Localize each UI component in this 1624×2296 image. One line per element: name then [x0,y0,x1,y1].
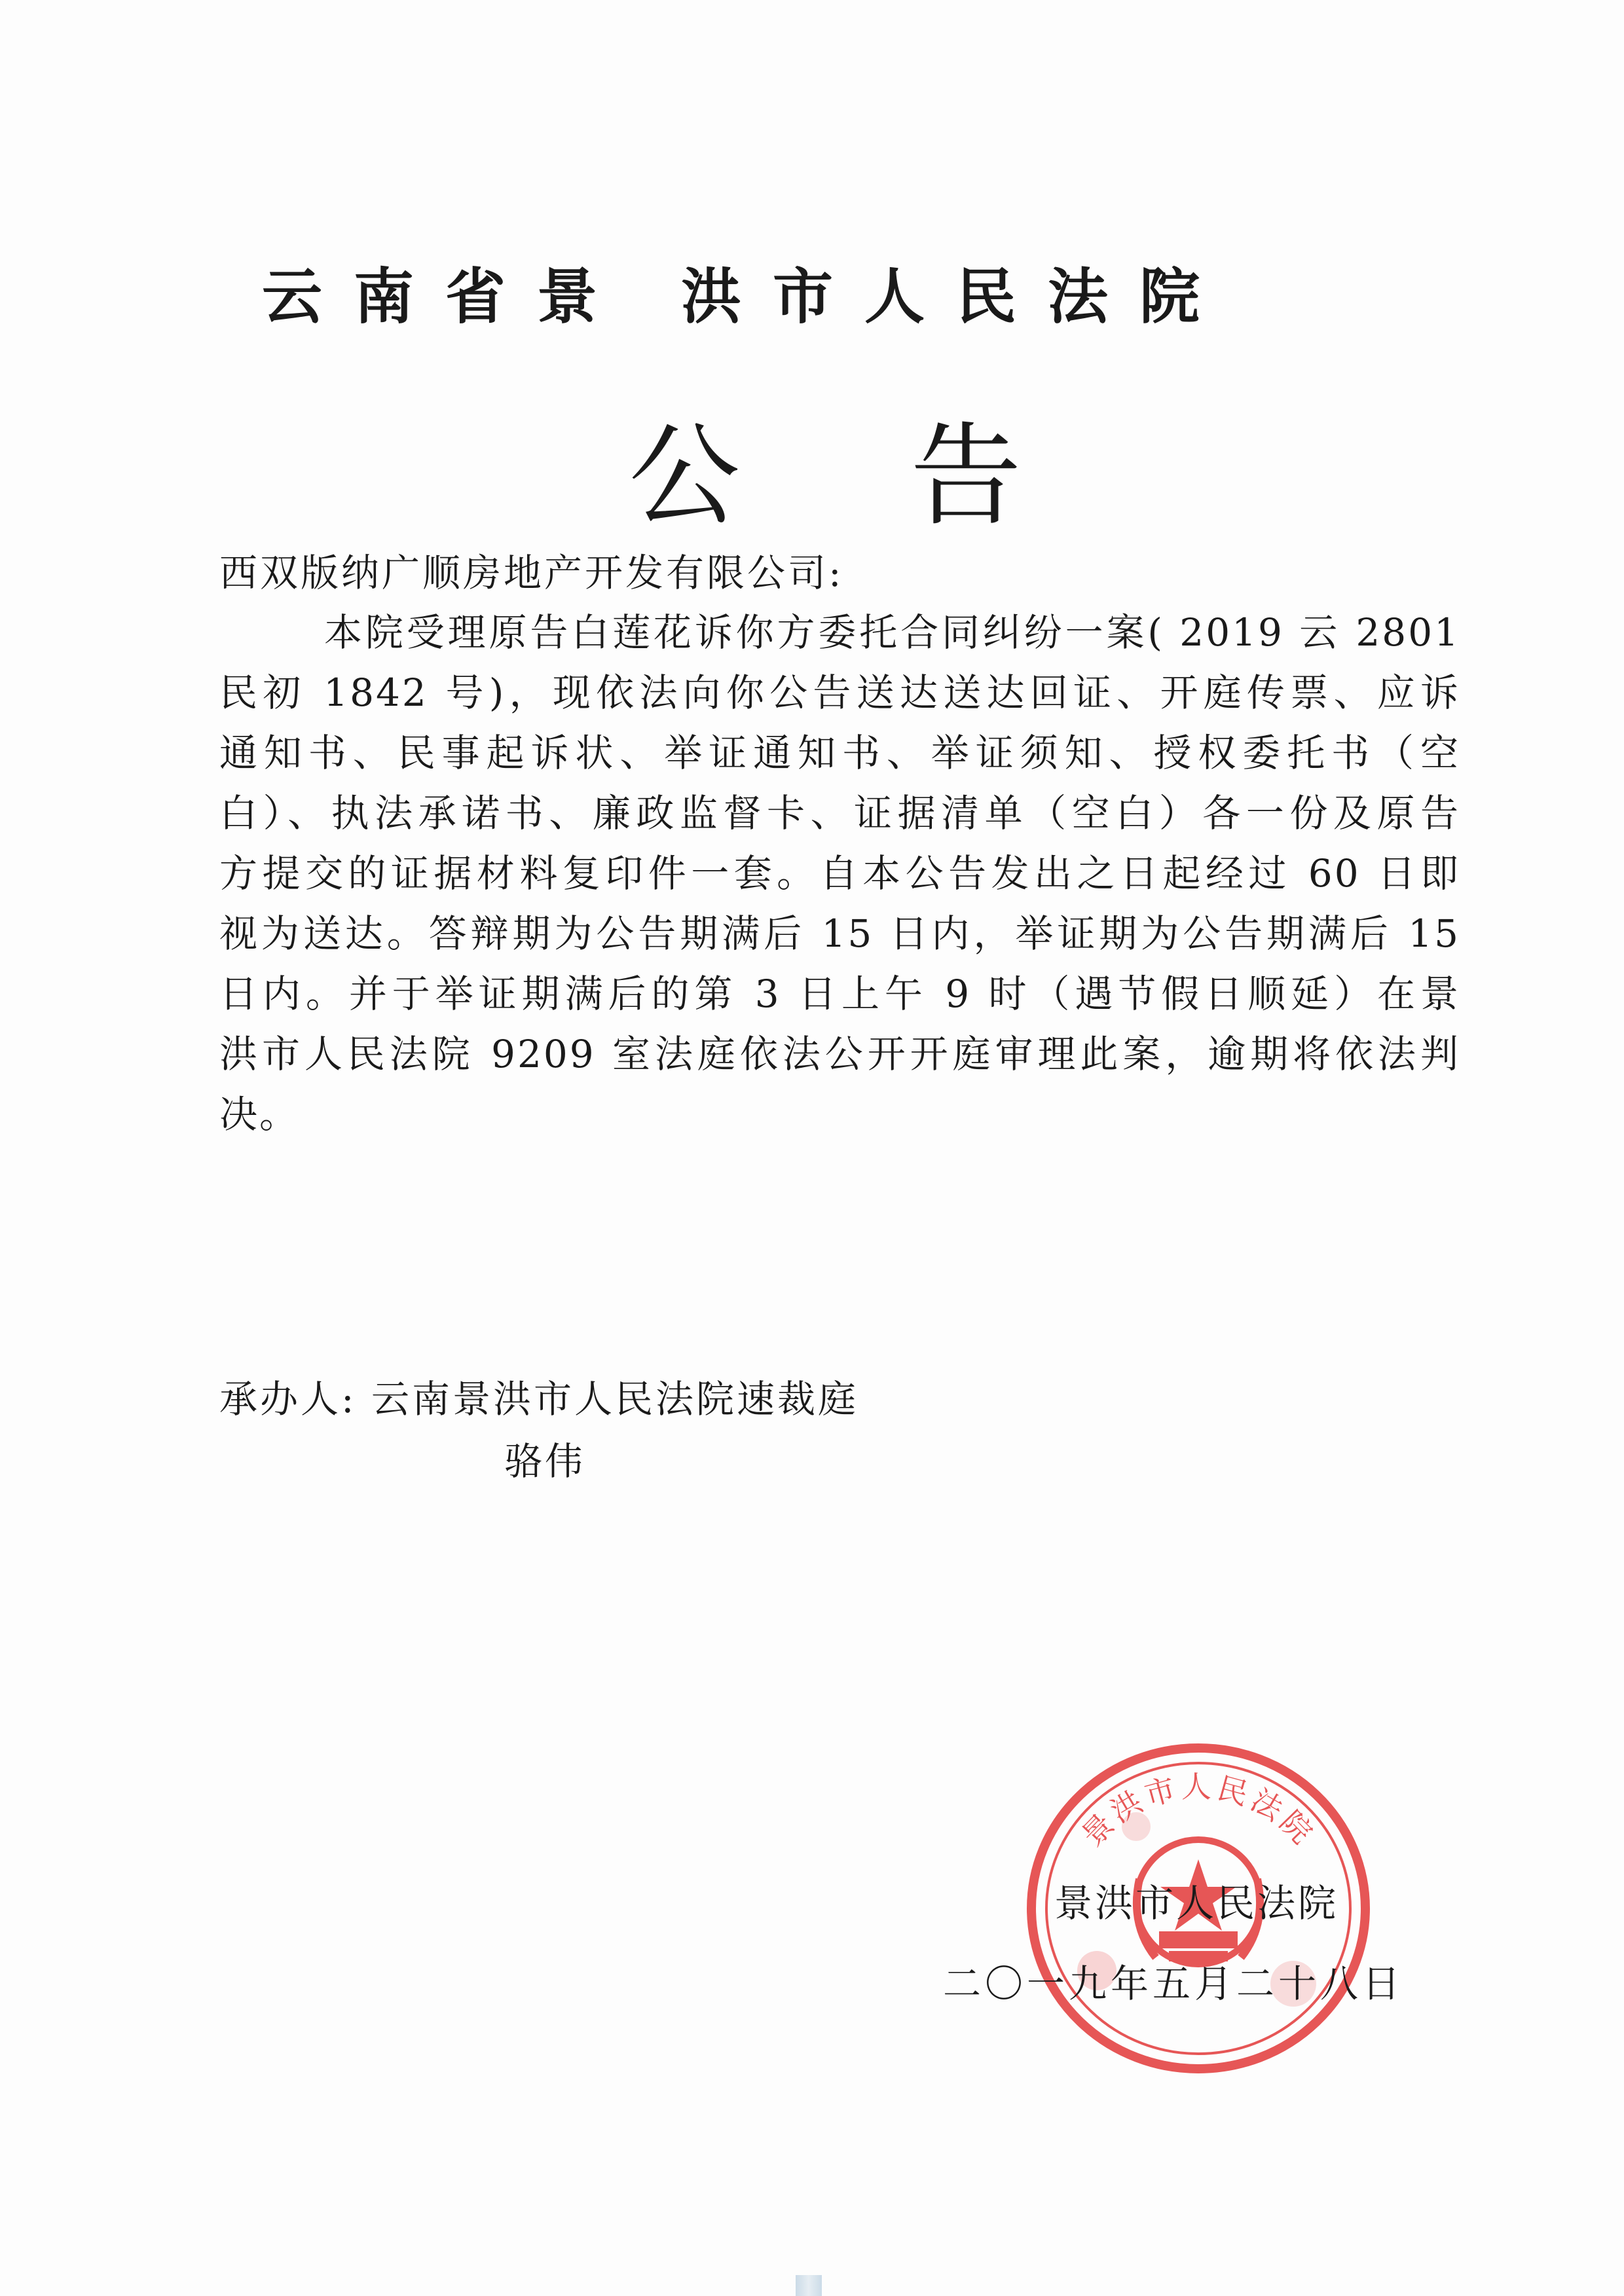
svg-text:景洪市人民法院: 景洪市人民法院 [1075,1769,1322,1853]
body-line: 视为送达。答辩期为公告期满后 15 日内，举证期为公告期满后 15 [219,911,1460,956]
body-line: 日内。并于举证期满后的第 3 日上午 9 时（遇节假日顺延）在景 [219,972,1460,1016]
body-line: 决。 [219,1092,300,1137]
signature-court-name: 景洪市人民法院 [1054,1881,1339,1925]
addressee: 西双版纳广顺房地产开发有限公司: [219,551,844,595]
scan-edge-mark [796,2275,822,2296]
body-line: 本院受理原告白莲花诉你方委托合同纠纷一案( 2019 云 2801 [324,610,1460,655]
handler-label: 承办人: 云南景洪市人民法院速裁庭 [219,1377,858,1421]
notice-body [219,602,1460,1144]
handler-name: 骆伟 [504,1439,586,1484]
court-header-title: 云南省景 洪市人民法院 [262,261,1232,332]
body-line: 方提交的证据材料复印件一套。自本公告发出之日起经过 60 日即 [219,851,1460,896]
body-line: 通知书、民事起诉状、举证通知书、举证须知、授权委托书（空 [219,731,1460,775]
body-line: 洪市人民法院 9209 室法庭依法公开开庭审理此案，逾期将依法判 [219,1032,1460,1076]
body-line: 民初 1842 号)，现依法向你公告送达送达回证、开庭传票、应诉 [219,670,1460,715]
body-line: 白）、执法承诺书、廉政监督卡、证据清单（空白）各一份及原告 [219,791,1460,835]
signature-date: 二〇一九年五月二十八日 [943,1961,1405,2006]
notice-title: 公告 [629,412,1192,541]
